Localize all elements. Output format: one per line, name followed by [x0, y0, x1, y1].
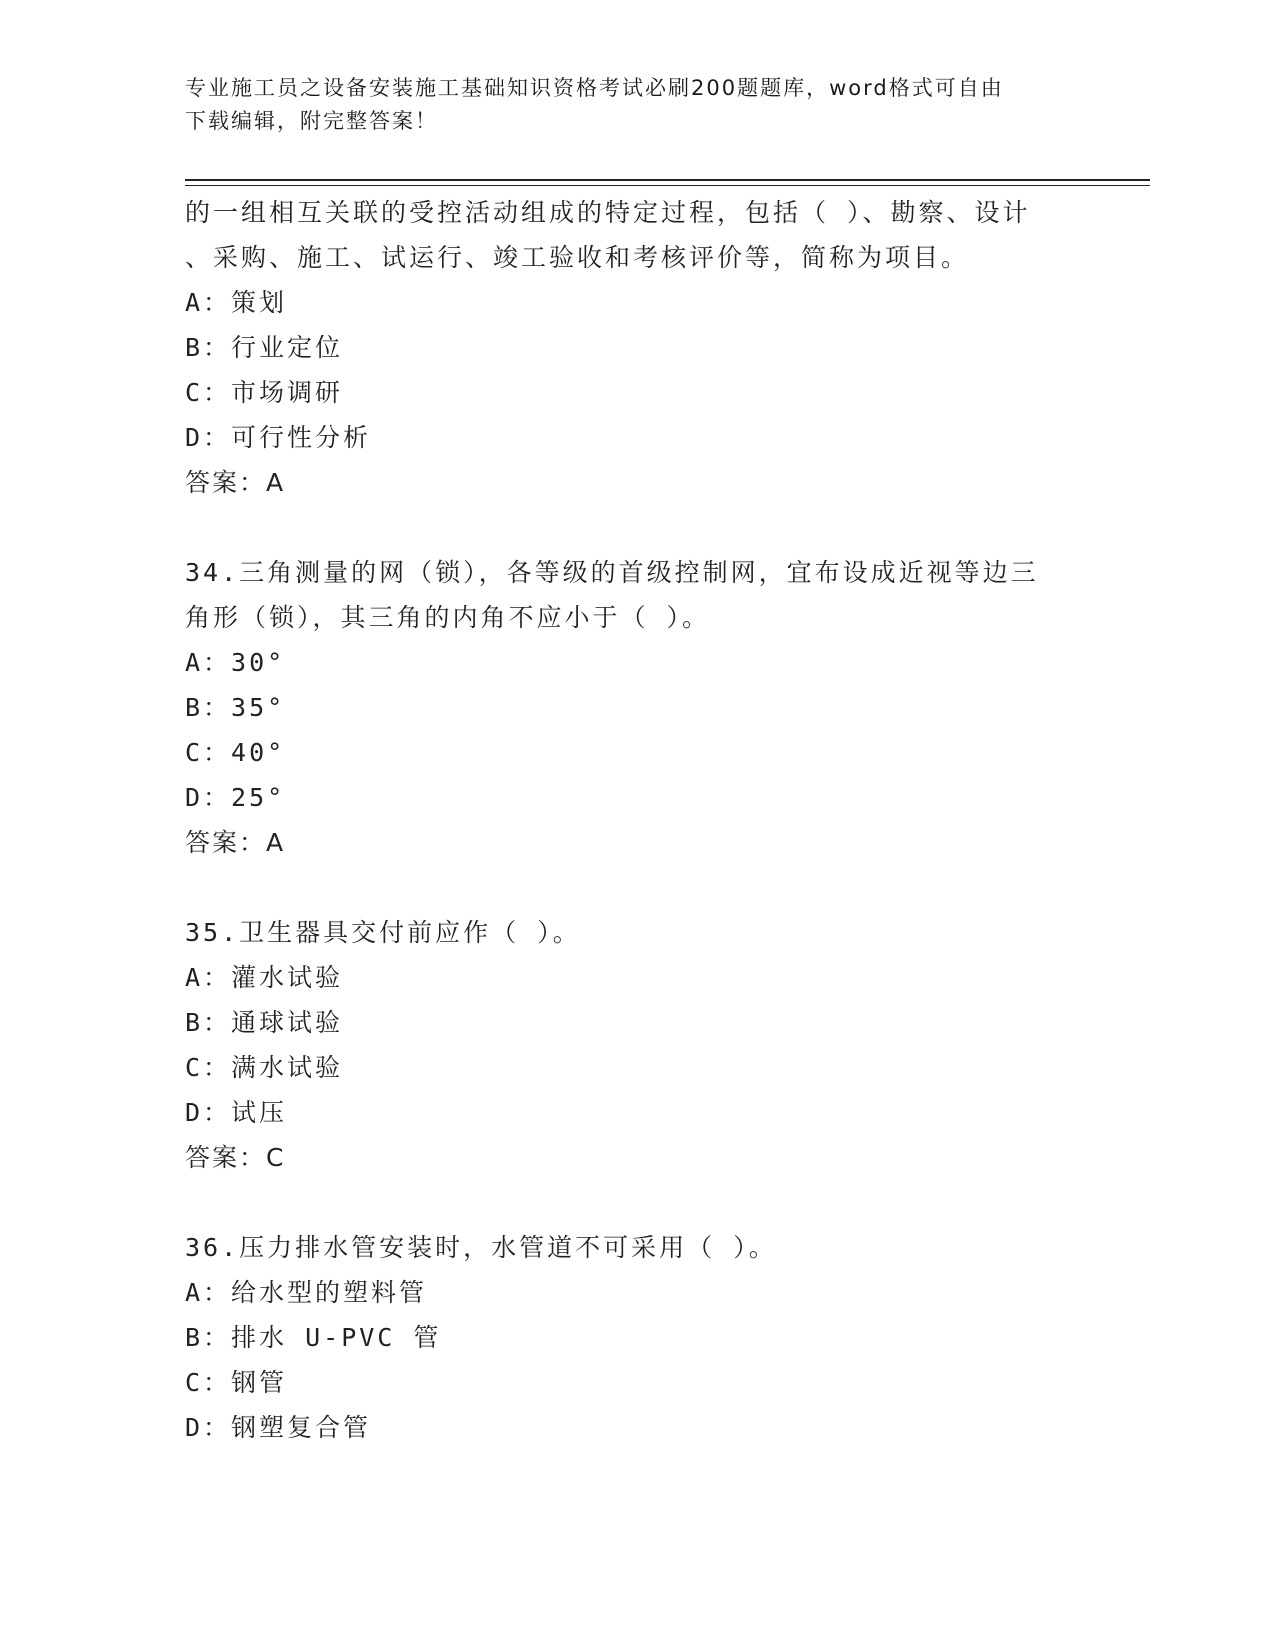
option-b: B：通球试验	[185, 1008, 344, 1037]
spacer	[185, 505, 1085, 550]
header-line-1: 专业施工员之设备安装施工基础知识资格考试必刷200题题库，word格式可自由	[185, 76, 1004, 100]
question-33	[185, 190, 1085, 505]
option-c: C：40°	[185, 738, 286, 767]
spacer	[185, 865, 1085, 910]
option-d: D：试压	[185, 1098, 288, 1127]
answer-line: 答案：C	[185, 1143, 286, 1172]
option-b: B：排水 U-PVC 管	[185, 1323, 442, 1352]
question-stem-line: 角形（锁），其三角的内角不应小于（ ）。	[185, 603, 711, 632]
question-34	[185, 550, 1085, 865]
question-stem-line: 36.压力排水管安装时，水管道不可采用（ ）。	[185, 1233, 777, 1262]
question-stem-line: 34.三角测量的网（锁），各等级的首级控制网，宜布设成近视等边三	[185, 558, 1039, 587]
question-36	[185, 1225, 1085, 1450]
question-stem-line: 35.卫生器具交付前应作（ ）。	[185, 918, 581, 947]
option-d: D：可行性分析	[185, 423, 372, 452]
option-c: C：满水试验	[185, 1053, 344, 1082]
question-stem-line: 、采购、施工、试运行、竣工验收和考核评价等，简称为项目。	[185, 243, 970, 272]
option-a: A：给水型的塑料管	[185, 1278, 428, 1307]
answer-line: 答案：A	[185, 468, 286, 497]
header-divider-thick	[185, 179, 1150, 181]
option-b: B：35°	[185, 693, 286, 722]
header-divider-thin	[185, 185, 1150, 186]
option-d: D：25°	[185, 783, 286, 812]
option-a: A：30°	[185, 648, 286, 677]
option-c: C：钢管	[185, 1368, 288, 1397]
document-header	[185, 72, 1065, 138]
question-list	[185, 190, 1085, 1450]
option-a: A：策划	[185, 288, 288, 317]
option-d: D：钢塑复合管	[185, 1413, 372, 1442]
question-35	[185, 910, 1085, 1180]
answer-line: 答案：A	[185, 828, 286, 857]
option-c: C：市场调研	[185, 378, 344, 407]
option-b: B：行业定位	[185, 333, 344, 362]
header-line-2: 下载编辑，附完整答案！	[185, 109, 438, 133]
spacer	[185, 1180, 1085, 1225]
question-stem-line: 的一组相互关联的受控活动组成的特定过程，包括（ ）、勘察、设计	[185, 198, 1031, 227]
option-a: A：灌水试验	[185, 963, 344, 992]
